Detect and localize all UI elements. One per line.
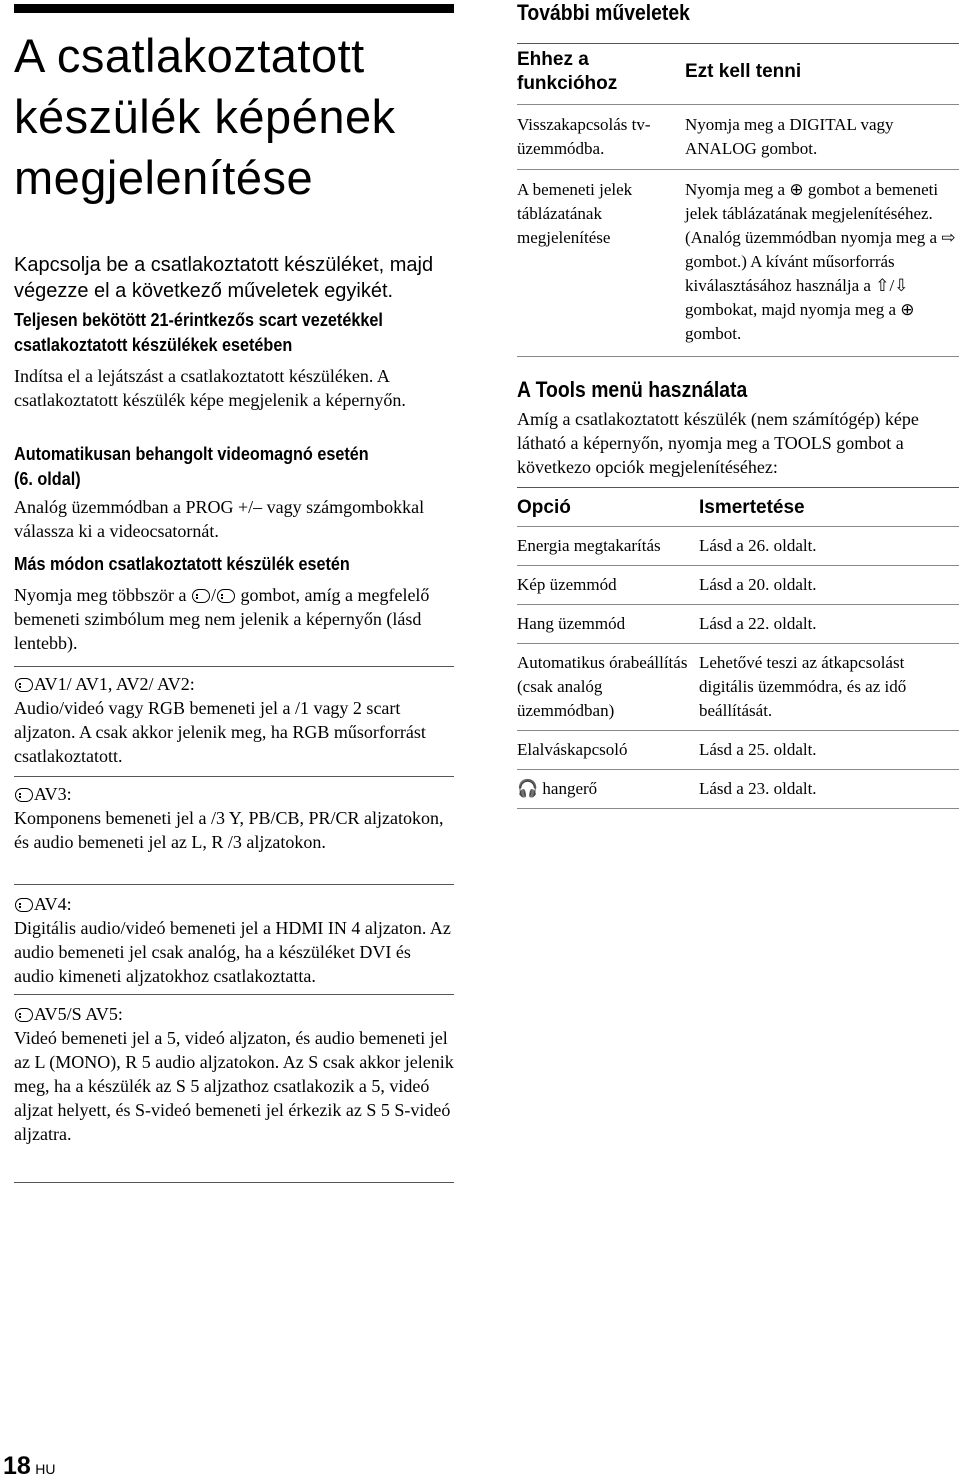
col-header: Ismertetése: [699, 488, 959, 527]
av-body: Digitális audio/videó bemeneti jel a HDMI IN 4 aljzaton. Az audio bemeneti jel csak analóg, ha a készüléket DVI és audio kimeneti aljzatokhoz csatlakoztatta.: [14, 918, 451, 986]
col-header: Ezt kell tenni: [685, 48, 959, 105]
av-label: [14, 892, 454, 916]
table-cell: Automatikus órabeállítás (csak analóg üzemmódban): [517, 644, 699, 731]
table-cell: Hang üzemmód: [517, 605, 699, 644]
table-cell: Kép üzemmód: [517, 566, 699, 605]
title-bar: [14, 4, 454, 13]
table-row: [517, 731, 959, 770]
page-title: [14, 25, 454, 208]
table-cell: Lásd a 22. oldalt.: [699, 605, 959, 644]
title-line: készülék képének: [14, 90, 396, 143]
table-header-row: [517, 488, 959, 527]
table-row: [517, 605, 959, 644]
table-row: [517, 566, 959, 605]
av-label: [14, 672, 454, 696]
table-row: [517, 105, 959, 170]
table-cell: Lásd a 26. oldalt.: [699, 527, 959, 566]
table-row: [517, 527, 959, 566]
av-label: [14, 1002, 454, 1026]
section-body: Analóg üzemmódban a PROG +/– vagy számgombokkal válassza ki a videocsatornát.: [14, 497, 425, 541]
input-icon: [192, 589, 210, 603]
table-cell: Nyomja meg a DIGITAL vagy ANALOG gombot.: [685, 105, 959, 170]
divider: [517, 43, 959, 44]
av-label: [14, 782, 454, 806]
video-input-icon: [15, 1008, 33, 1022]
table-cell: Visszakapcsolás tv-üzemmódba.: [517, 105, 685, 170]
av-body: Videó bemeneti jel a 5, videó aljzaton, és audio bemeneti jel az L (MONO), R 5 audio aljzatokon. Az S csak akkor jelenik meg, ha a készülék az S 5 aljzathoz csatlakozik a 5, videó aljzat helyett, és S-videó bemeneti jel érkezik az S 5 S-videó aljzatra.: [14, 1028, 454, 1144]
table-cell: A bemeneti jelek táblázatának megjelenítése: [517, 170, 685, 357]
body-text: gombot, amíg a megfelelő bemeneti szimbólum meg nem jelenik a képernyőn (lásd lentebb).: [14, 585, 430, 653]
table-cell: Lásd a 23. oldalt.: [699, 770, 959, 809]
language-code: HU: [35, 1461, 56, 1477]
table-row: [517, 644, 959, 731]
divider: [14, 776, 454, 777]
input-select-icon: [217, 589, 235, 603]
section-body: Nyomja meg többször a / gombot, amíg a megfelelő bemeneti szimbólum meg nem jelenik a képernyőn (lásd lentebb).: [14, 585, 430, 653]
section-other: [14, 552, 454, 655]
divider: [14, 1182, 454, 1183]
more-ops-table: [517, 48, 959, 357]
section-heading: Automatikusan behangolt videomagnó esetén: [14, 444, 369, 464]
page-number: 18: [3, 1452, 31, 1480]
section-heading: csatlakoztatott készülékek esetében: [14, 335, 293, 355]
label-text: AV3:: [34, 784, 72, 804]
table-row: [517, 170, 959, 357]
title-line: megjelenítése: [14, 151, 314, 204]
table-cell: Lásd a 25. oldalt.: [699, 731, 959, 770]
tools-intro: Amíg a csatlakoztatott készülék (nem számítógép) képe látható a képernyőn, nyomja meg a TOOLS gombot a következo opciók megjelenítéséhez:: [517, 409, 919, 477]
divider: [14, 994, 454, 995]
label-text: AV5/S AV5:: [34, 1004, 123, 1024]
title-line: A csatlakoztatott: [14, 29, 365, 82]
col-header: Opció: [517, 488, 699, 527]
av3-entry: [14, 782, 454, 854]
page-footer: [3, 1452, 56, 1481]
intro-text: Kapcsolja be a csatlakoztatott készüléket, majd végezze el a következő műveletek egyikét.: [14, 254, 434, 302]
label-text: AV4:: [34, 894, 72, 914]
av4-entry: [14, 892, 454, 988]
table-row: [517, 770, 959, 809]
body-text: Nyomja meg többször a: [14, 585, 187, 605]
section-body: Indítsa el a lejátszást a csatlakoztatott készüléken. A csatlakoztatott készülék képe megjelenik a képernyőn.: [14, 366, 406, 410]
hdmi-input-icon: [15, 898, 33, 912]
col-header: Ehhez a funkcióhoz: [517, 48, 685, 105]
table-header-row: [517, 48, 959, 105]
section-vcr: [14, 442, 454, 543]
right-column: [517, 0, 959, 809]
label-text: AV1/ AV1, AV2/ AV2:: [34, 674, 195, 694]
table-cell: Lásd a 20. oldalt.: [699, 566, 959, 605]
table-cell: Nyomja meg a ⊕ gombot a bemeneti jelek táblázatának megjelenítéséhez. (Analóg üzemmódban nyomja meg a ⇨ gombot.) A kívánt műsorforrás kiválasztásához használja a ⇧/⇩ gombokat, majd nyomja meg a ⊕ gombot.: [685, 170, 959, 357]
section-heading: (6. oldal): [14, 469, 81, 489]
table-cell: 🎧 hangerő: [517, 770, 699, 809]
av-input-icon: [15, 678, 33, 692]
tools-table: [517, 488, 959, 809]
table-cell: Lehetővé teszi az átkapcsolást digitális üzemmódra, és az idő beállítását.: [699, 644, 959, 731]
av-body: Komponens bemeneti jel a /3 Y, PB/CB, PR/CR aljzatokon, és audio bemeneti jel az L, R /3 aljzatokon.: [14, 808, 444, 852]
left-column: [14, 0, 454, 1144]
divider: [14, 884, 454, 885]
table-cell: Elalváskapcsoló: [517, 731, 699, 770]
section-heading: Más módon csatlakoztatott készülék esetén: [14, 554, 350, 574]
av5-entry: [14, 1002, 454, 1146]
more-ops-title: További műveletek: [517, 0, 690, 25]
av12-entry: [14, 672, 454, 768]
tools-title: A Tools menü használata: [517, 377, 748, 402]
section-heading: Teljesen bekötött 21-érintkezős scart vezetékkel: [14, 310, 383, 330]
table-cell: Energia megtakarítás: [517, 527, 699, 566]
av-body: Audio/videó vagy RGB bemeneti jel a /1 vagy 2 scart aljzaton. A csak akkor jelenik meg, ha RGB műsorforrást csatlakoztatott.: [14, 698, 426, 766]
section-scart: [14, 308, 454, 412]
divider: [14, 666, 454, 667]
component-input-icon: [15, 788, 33, 802]
